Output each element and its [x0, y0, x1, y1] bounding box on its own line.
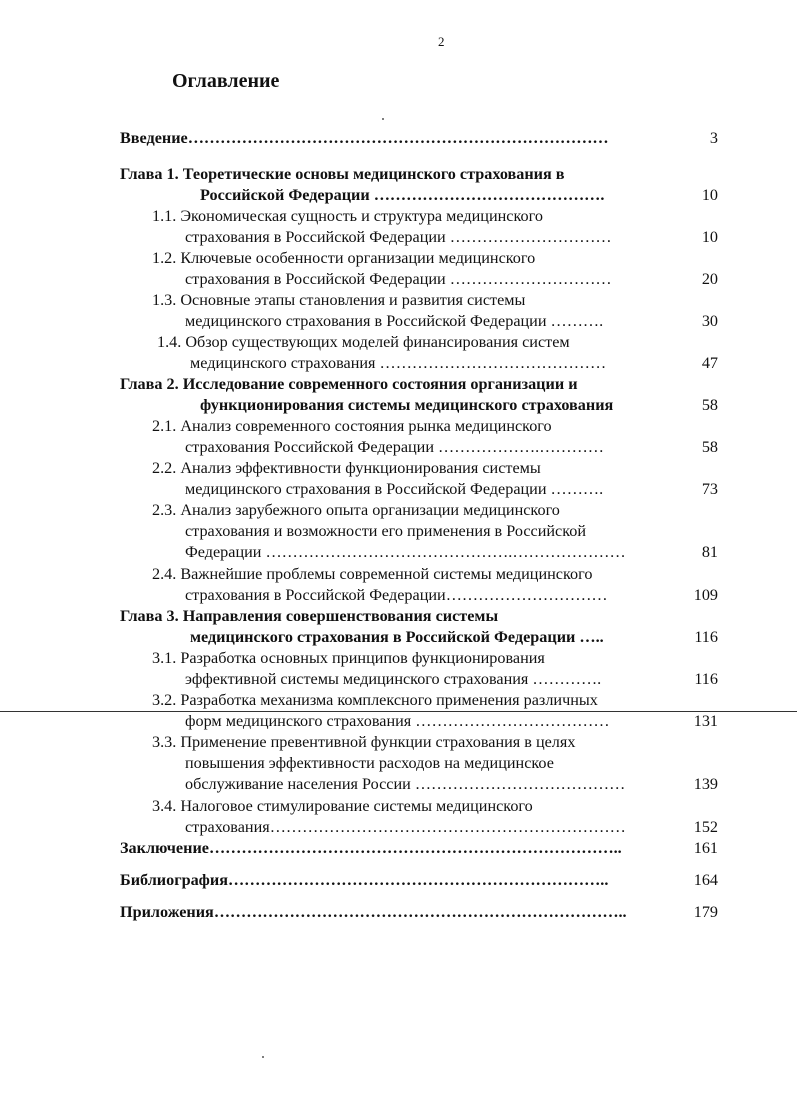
- toc-entry-title: 2.2. Анализ эффективности функционирования системы: [152, 459, 541, 477]
- toc-page-number: 179: [693, 903, 718, 921]
- toc-entry-title: 3.1. Разработка основных принципов функционирования: [152, 649, 545, 667]
- toc-entry-continuation: функционирования системы медицинского страхования: [200, 396, 614, 414]
- toc-page-number: 20: [701, 270, 718, 288]
- toc-entry-continuation: страхования в Российской Федерации …………………………: [185, 270, 612, 288]
- scan-mark: [262, 1056, 264, 1058]
- toc-entry-continuation: повышения эффективности расходов на медицинское: [185, 754, 554, 772]
- toc-page-number: 109: [693, 586, 718, 604]
- toc-entry-continuation: медицинского страхования в Российской Федерации ……….: [185, 480, 604, 498]
- toc-page-number: 30: [701, 312, 718, 330]
- toc-entry-continuation: медицинского страхования в Российской Федерации ……….: [185, 312, 604, 330]
- toc-entry-title: 1.4. Обзор существующих моделей финансирования систем: [157, 333, 570, 351]
- toc-entry-continuation: Российской Федерации …………………………………….: [200, 186, 605, 204]
- toc-entry-continuation: страхования Российской Федерации ……………….…………: [185, 438, 604, 456]
- toc-entry-title: Глава 1. Теоретические основы медицинского страхования в: [120, 165, 565, 183]
- toc-entry-continuation: эффективной системы медицинского страхования ………….: [185, 670, 602, 688]
- toc-page-number: 58: [701, 396, 718, 414]
- toc-page-number: 116: [694, 628, 718, 646]
- toc-entry-title: 1.3. Основные этапы становления и развития системы: [152, 291, 526, 309]
- toc-entry-title: 3.2. Разработка механизма комплексного применения различных: [152, 691, 598, 709]
- toc-page-number: 73: [701, 480, 718, 498]
- page-number: 2: [438, 34, 445, 49]
- toc-entry-title: 3.4. Налоговое стимулирование системы медицинского: [152, 797, 533, 815]
- toc-entry-title: Глава 2. Исследование современного состояния организации и: [120, 375, 578, 393]
- toc-page-number: 58: [701, 438, 718, 456]
- toc-entry-title: 1.1. Экономическая сущность и структура медицинского: [152, 207, 543, 225]
- toc-page-number: 161: [693, 839, 718, 857]
- toc-page-number: 47: [701, 354, 718, 372]
- scan-mark: [382, 118, 384, 120]
- toc-entry-title: Приложения…………………………………………………………………..: [120, 903, 627, 921]
- toc-entry-title: Введение……………………………………………………………………: [120, 129, 609, 147]
- toc-entry-continuation: медицинского страхования ……………………………………: [190, 354, 607, 372]
- toc-page-number: 116: [694, 670, 718, 688]
- toc-page-number: 139: [693, 775, 718, 793]
- toc-entry-title: 3.3. Применение превентивной функции страхования в целях: [152, 733, 576, 751]
- toc-entry-continuation: форм медицинского страхования ………………………………: [185, 712, 610, 730]
- toc-page-number: 3: [709, 129, 718, 147]
- toc-entry-title: Заключение…………………………………………………………………..: [120, 839, 622, 857]
- toc-page-number: 81: [701, 543, 718, 561]
- toc-page-number: 164: [693, 871, 718, 889]
- toc-entry-continuation: обслуживание населения России …………………………………: [185, 775, 626, 793]
- page-title: Оглавление: [172, 70, 280, 92]
- toc-entry-continuation: страхования в Российской Федерации…………………………: [185, 586, 608, 604]
- toc-entry-continuation: страхования в Российской Федерации …………………………: [185, 228, 612, 246]
- toc-entry-title: 1.2. Ключевые особенности организации медицинского: [152, 249, 536, 267]
- toc-entry-continuation: Федерации ……………………………………….…………………: [185, 543, 626, 561]
- toc-page-number: 10: [701, 228, 718, 246]
- toc-entry-title: 2.1. Анализ современного состояния рынка медицинского: [152, 417, 552, 435]
- toc-entry-title: Библиография……………………………………………………………..: [120, 871, 609, 889]
- toc-entry-continuation: страхования и возможности его применения в Российской: [185, 522, 587, 540]
- toc-entry-title: 2.4. Важнейшие проблемы современной системы медицинского: [152, 565, 593, 583]
- toc-page-number: 10: [701, 186, 718, 204]
- toc-page-number: 152: [693, 818, 718, 836]
- toc-entry-title: 2.3. Анализ зарубежного опыта организации медицинского: [152, 501, 560, 519]
- toc-entry-continuation: страхования…………………………………………………………: [185, 818, 626, 836]
- toc-page-number: 131: [693, 712, 718, 730]
- toc-entry-continuation: медицинского страхования в Российской Федерации …..: [190, 628, 604, 646]
- toc-entry-title: Глава 3. Направления совершенствования системы: [120, 607, 499, 625]
